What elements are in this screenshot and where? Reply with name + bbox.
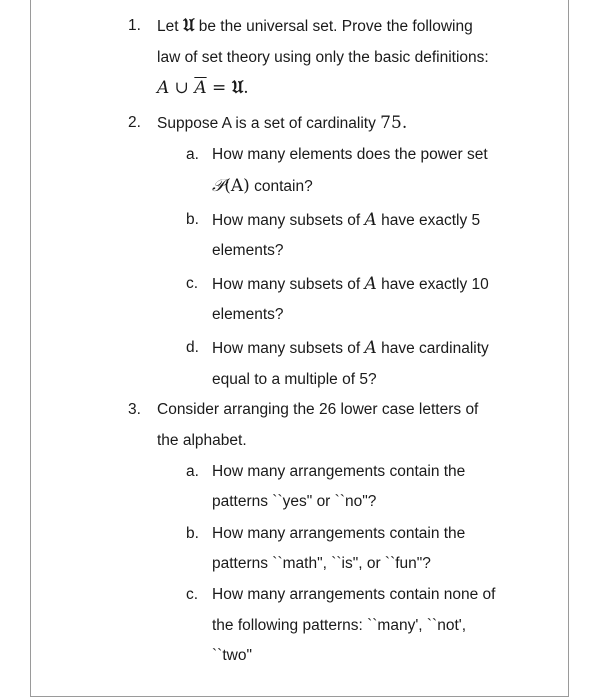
problem-3c-line-3: ``two" [212,647,252,664]
problem-3-line-1: Consider arranging the 26 lower case letters of [157,401,479,418]
problem-2d-letter: d. [186,339,199,356]
problem-2c-letter: c. [186,275,199,292]
universal-set-symbol: 𝔘 [182,15,195,36]
problem-3-line-2: the alphabet. [157,432,247,449]
problem-1-line-1: Let 𝔘 be the universal set. Prove the following [157,15,473,36]
problem-2-line-1: Suppose A is a set of cardinality 75. [157,113,408,133]
problem-2d-line-2: equal to a multiple of 5? [212,371,377,388]
problem-1-number: 1. [128,17,141,34]
problem-2d-line-1: How many subsets of A have cardinality [212,338,489,358]
problem-2-number: 2. [128,114,141,131]
problem-2c-line-2: elements? [212,306,284,323]
power-set-symbol: 𝒫 [212,176,225,196]
problem-3b-line-2: patterns ``math", ``is", or ``fun"? [212,555,431,572]
problem-3c-line-1: How many arrangements contain none of [212,586,496,603]
problem-1-line-2: law of set theory using only the basic definitions: [157,49,489,66]
problem-2c-line-1: How many subsets of A have exactly 10 [212,274,489,294]
problem-3a-line-1: How many arrangements contain the [212,463,466,480]
problem-2b-line-1: How many subsets of A have exactly 5 [212,210,481,230]
problem-1-equation: A ∪ $\overline{A}$ = 𝔘. [157,77,249,98]
problem-2b-letter: b. [186,211,199,228]
problem-3c-letter: c. [186,586,199,603]
problem-3b-letter: b. [186,525,199,542]
problem-2a-letter: a. [186,146,199,163]
problem-2a-line-1: How many elements does the power set [212,146,488,163]
problem-2a-line-2: 𝒫(A) contain? [212,176,313,196]
problem-3-number: 3. [128,401,141,418]
problem-3a-line-2: patterns ``yes" or ``no"? [212,493,377,510]
problem-3a-letter: a. [186,463,199,480]
problem-3c-line-2: the following patterns: ``many', ``not', [212,617,467,634]
problem-2b-line-2: elements? [212,242,284,259]
problem-3b-line-1: How many arrangements contain the [212,525,466,542]
